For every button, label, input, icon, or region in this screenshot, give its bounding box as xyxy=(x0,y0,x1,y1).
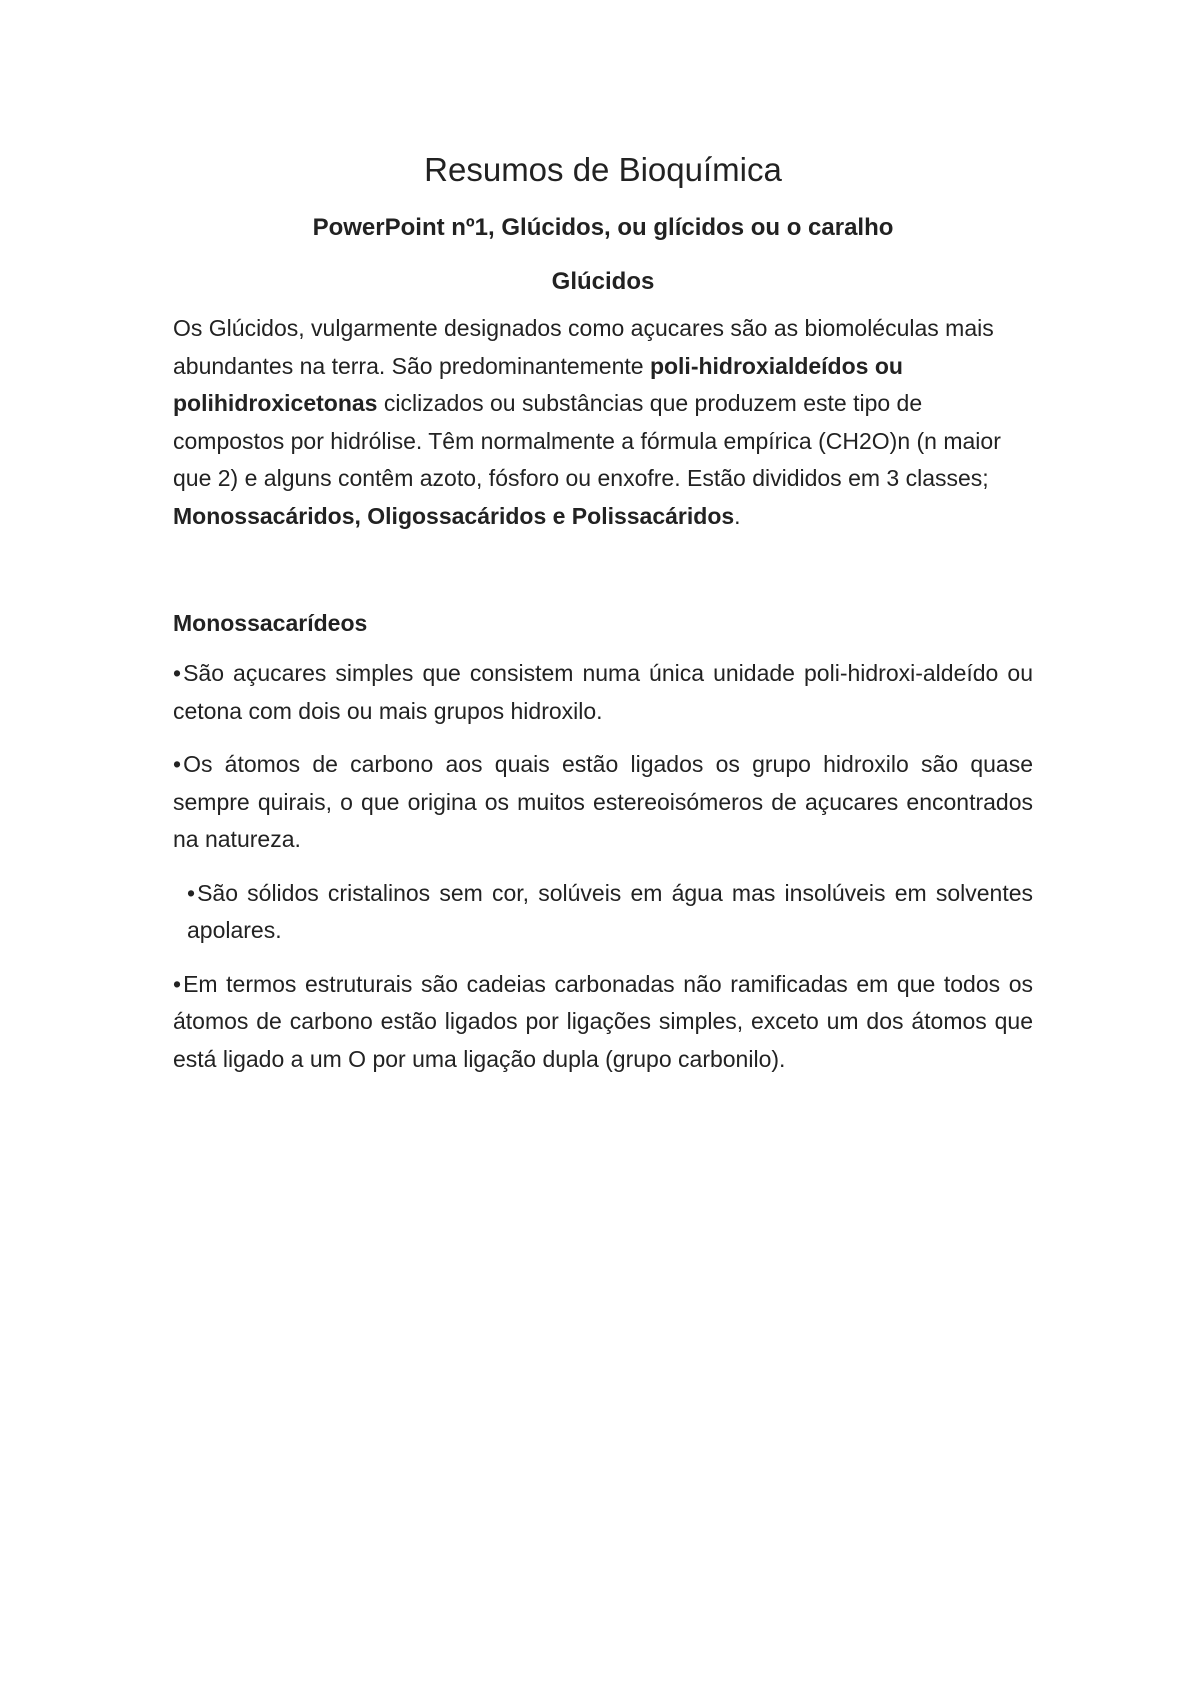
intro-bold-2: Monossacáridos, Oligossacáridos e Polissacáridos xyxy=(173,502,735,529)
document-subtitle: PowerPoint nº1, Glúcidos, ou glícidos ou o caralho xyxy=(312,214,894,241)
intro-bold-1: poli-hidroxialdeídos ou polihidroxicetonas xyxy=(173,352,903,416)
bullet-text-1: São açucares simples que consistem numa única unidade poli-hidroxi-aldeído ou cetona com dois ou mais grupos hidroxilo. xyxy=(173,660,1033,724)
section-heading-monossacarideos: Monossacarídeos xyxy=(173,610,368,636)
bullet-symbol: • xyxy=(173,751,182,777)
bullet-symbol: • xyxy=(173,970,182,997)
bullet-item-3 xyxy=(173,875,1033,950)
bullet-text-2: Os átomos de carbono aos quais estão ligados os grupo hidroxilo são quase sempre quirais, o que origina os muitos estereoisómeros de açucares encontrados na natureza. xyxy=(173,751,1033,852)
bullet-text-4: Em termos estruturais são cadeias carbonadas não ramificadas em que todos os átomos de carbono estão ligados por ligações simples, exceto um dos átomos que está ligado a um O por uma ligação dupla (grupo carbonilo). xyxy=(173,970,1033,1072)
bullet-text-3: São sólidos cristalinos sem cor, solúveis em água mas insolúveis em solventes apolares. xyxy=(187,879,1033,943)
bullet-symbol: • xyxy=(187,879,196,906)
intro-text-1: Os Glúcidos, vulgarmente designados como açucares são as biomoléculas mais abundantes na terra. São predominantemente xyxy=(173,315,994,379)
document-content xyxy=(173,148,1033,1078)
bullet-item-1 xyxy=(173,655,1033,730)
intro-text-3: . xyxy=(734,502,741,529)
intro-paragraph xyxy=(173,310,1033,535)
section-title-glucidos: Glúcidos xyxy=(551,268,655,295)
bullet-symbol: • xyxy=(173,660,182,686)
bullet-item-2 xyxy=(173,746,1033,859)
intro-text-2: ciclizados ou substâncias que produzem este tipo de compostos por hidrólise. Têm normalmente a fórmula empírica (CH2O)n (n maior que 2) e alguns contêm azoto, fósforo ou enxofre. Estão divididos em 3 classes; xyxy=(173,390,1001,491)
document-title: Resumos de Bioquímica xyxy=(424,151,782,188)
bullet-item-4 xyxy=(173,966,1033,1079)
